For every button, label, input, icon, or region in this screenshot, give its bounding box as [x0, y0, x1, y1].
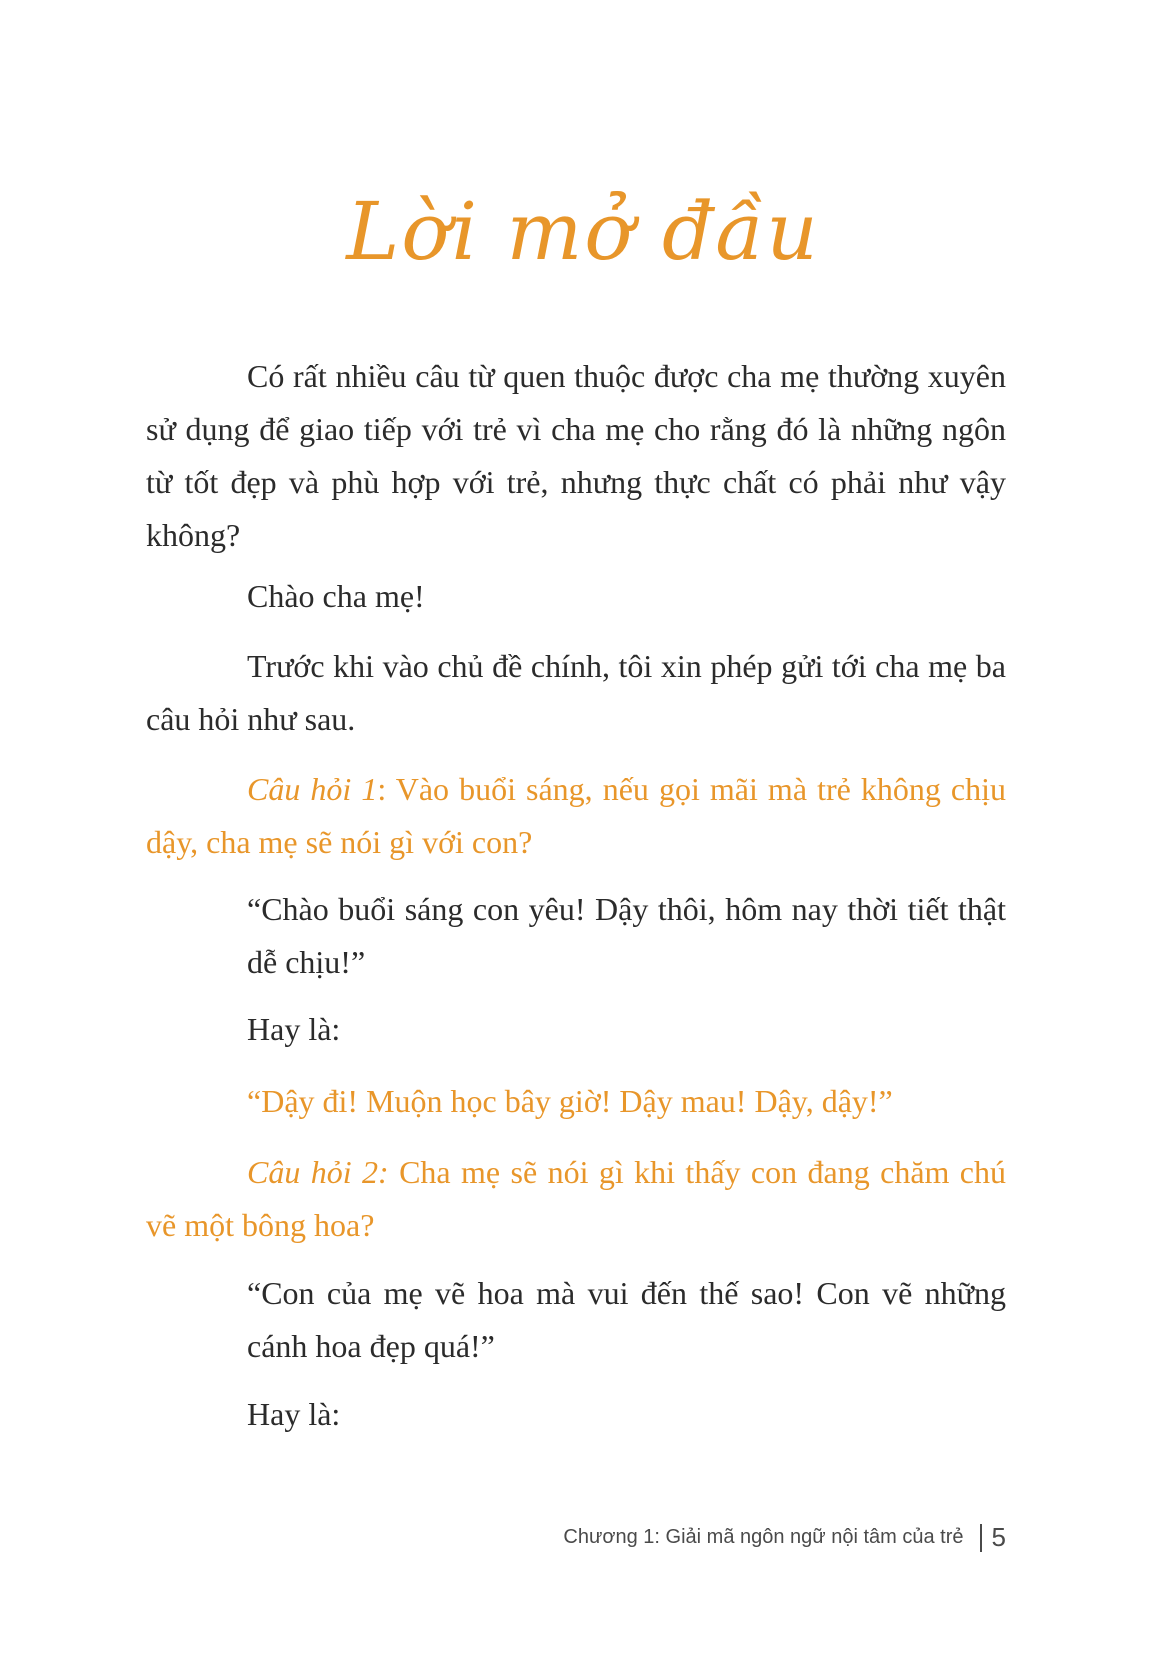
- question-2-text: Cha mẹ sẽ nói gì khi thấy con đang chăm chú vẽ một bông hoa?: [146, 1154, 1007, 1243]
- footer-chapter-title: Chương 1: Giải mã ngôn ngữ nội tâm của trẻ: [563, 1526, 964, 1548]
- or-2-paragraph: Hay là:: [247, 1396, 341, 1432]
- page-number: 5: [991, 1522, 1006, 1552]
- intro-paragraph: Có rất nhiều câu từ quen thuộc được cha mẹ thường xuyên sử dụng để giao tiếp với trẻ vì cha mẹ cho rằng đó là những ngôn từ tốt đẹp và phù hợp với trẻ, nhưng thực chất có phải như vậy không?: [146, 358, 1006, 553]
- lead-in-paragraph: Trước khi vào chủ đề chính, tôi xin phép gửi tới cha mẹ ba câu hỏi như sau.: [146, 648, 1006, 737]
- question-1-text: : Vào buổi sáng, nếu gọi mãi mà trẻ không chịu dậy, cha mẹ sẽ nói gì với con?: [146, 771, 1007, 860]
- question-2-label: Câu hỏi 2:: [247, 1154, 389, 1190]
- question-1-paragraph: [146, 763, 1006, 869]
- footer-divider: [980, 1524, 982, 1552]
- answer-1b-paragraph: “Dậy đi! Muộn học bây giờ! Dậy mau! Dậy, dậy!”: [247, 1083, 893, 1119]
- page-footer: [563, 1522, 1006, 1553]
- question-2-paragraph: [146, 1146, 1006, 1252]
- answer-2a-paragraph: “Con của mẹ vẽ hoa mà vui đến thế sao! Con vẽ những cánh hoa đẹp quá!”: [247, 1275, 1006, 1364]
- or-1-paragraph: Hay là:: [247, 1011, 341, 1047]
- page-title: Lời mở đầu: [346, 185, 820, 278]
- greeting-paragraph: Chào cha mẹ!: [247, 578, 425, 614]
- answer-1a-paragraph: “Chào buổi sáng con yêu! Dậy thôi, hôm nay thời tiết thật dễ chịu!”: [247, 891, 1006, 980]
- question-1-label: Câu hỏi 1: [247, 771, 378, 807]
